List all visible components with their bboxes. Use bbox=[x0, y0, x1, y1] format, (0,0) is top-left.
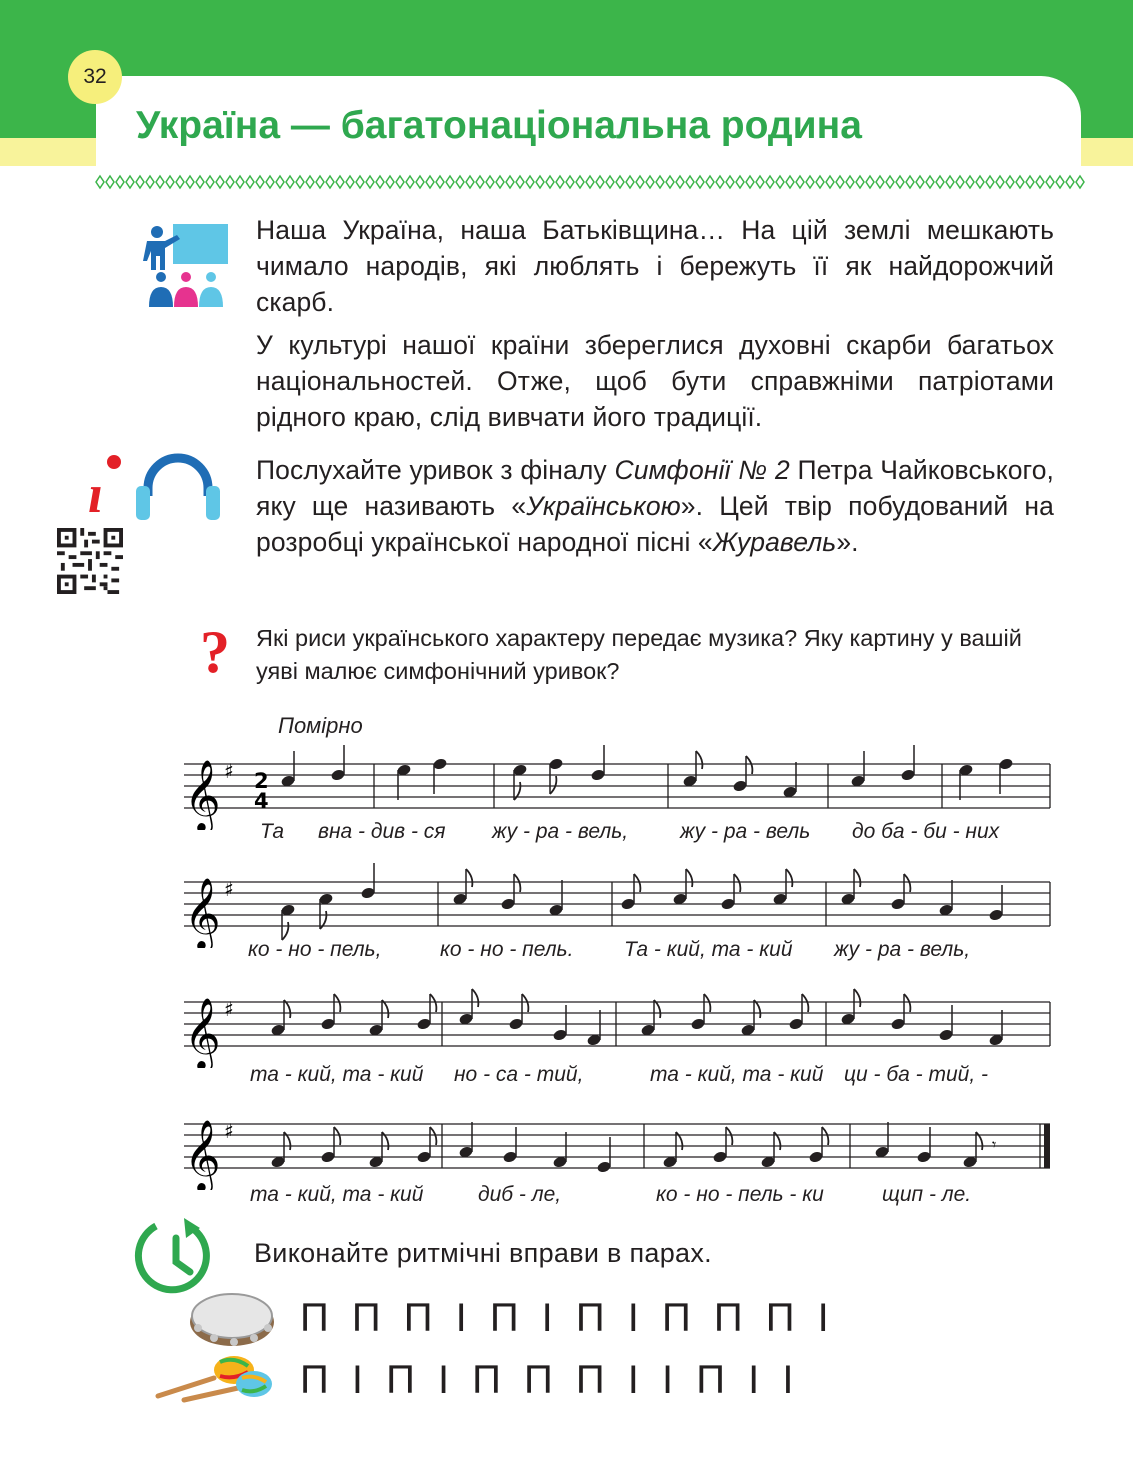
note-flag bbox=[704, 994, 710, 1012]
rhythm-row-tambourine: П П П І П І П І П П П І bbox=[300, 1296, 829, 1340]
lyric: та - кий, та - кий bbox=[650, 1063, 824, 1086]
note-flag bbox=[634, 874, 640, 892]
note-flag bbox=[734, 874, 740, 892]
task-text: Виконайте ритмічні вправи в парах. bbox=[254, 1238, 712, 1268]
svg-text:𝄾: 𝄾 bbox=[992, 1135, 997, 1154]
lyric: до ба - би - них bbox=[852, 820, 1000, 843]
rhythm-row-maracas: П І П І П П П І І П І І bbox=[300, 1358, 794, 1402]
song-name: Журавель bbox=[712, 527, 837, 557]
note-flag bbox=[726, 1127, 732, 1145]
note-flag bbox=[686, 869, 692, 887]
staff-line-4 bbox=[170, 1100, 1060, 1190]
note-flag bbox=[514, 874, 520, 892]
note-flag bbox=[904, 874, 910, 892]
note-flag bbox=[472, 989, 478, 1007]
headphones-icon bbox=[134, 452, 222, 522]
staff-line-3 bbox=[170, 978, 1060, 1068]
note-flag bbox=[430, 1127, 436, 1145]
note-flag bbox=[466, 869, 472, 887]
clock-icon bbox=[134, 1216, 218, 1296]
svg-text:♯: ♯ bbox=[224, 997, 234, 1021]
tambourine-icon bbox=[188, 1288, 276, 1348]
staff-line-1 bbox=[170, 740, 1060, 830]
time-sig-bottom: 4 bbox=[254, 789, 269, 813]
lyric: ко - но - пель. bbox=[440, 938, 574, 961]
listening-paragraph bbox=[256, 452, 1054, 560]
intro-paragraph-2: У культурі нашої країни збереглися духовні скарби багатьох національностей. Отже, щоб бути справжніми патріотами рідного краю, слід вивчати його традиції. bbox=[256, 330, 1054, 432]
info-icon bbox=[84, 452, 124, 520]
note-flag bbox=[822, 1127, 828, 1145]
note-flag bbox=[522, 994, 528, 1012]
svg-text:𝄞: 𝄞 bbox=[184, 1118, 221, 1190]
note-flag bbox=[786, 869, 792, 887]
listening-text-2: Петра Чайковського, яку ще називають « bbox=[256, 455, 1055, 521]
question-text: Які риси українського характеру передає музика? Яку картину у вашій уяві малює симфонічний уривок? bbox=[256, 625, 1022, 684]
note-flag bbox=[754, 1000, 760, 1018]
lyric: Та bbox=[260, 820, 285, 843]
svg-text:♯: ♯ bbox=[224, 759, 234, 783]
lyric: щип - ле. bbox=[882, 1183, 972, 1206]
lyric: жу - ра - вель, bbox=[834, 938, 971, 961]
ornament-divider bbox=[95, 174, 1085, 190]
question-icon bbox=[198, 622, 240, 684]
symphony-nickname: Українською bbox=[526, 491, 681, 521]
note-flag bbox=[746, 756, 752, 774]
lyric: та - кий, та - кий bbox=[250, 1183, 424, 1206]
listening-text-3: ». Цей твір побудований на розробці української народної пісні « bbox=[256, 491, 1054, 557]
note-flag bbox=[654, 1000, 660, 1018]
svg-text:𝄞: 𝄞 bbox=[184, 758, 221, 830]
page-title: Україна — багатонаціональна родина bbox=[136, 104, 862, 147]
svg-text:ı: ı bbox=[88, 464, 104, 520]
staff-line-2 bbox=[170, 858, 1060, 948]
svg-text:𝄞: 𝄞 bbox=[184, 876, 221, 948]
lyric: Та - кий, та - кий bbox=[624, 938, 793, 961]
listening-text-1: Послухайте уривок з фіналу bbox=[256, 455, 615, 485]
note-flag bbox=[904, 994, 910, 1012]
note-flag bbox=[696, 751, 702, 769]
note-flag bbox=[550, 776, 556, 794]
lyric: та - кий, та - кий bbox=[250, 1063, 424, 1086]
note-flag bbox=[854, 869, 860, 887]
intro-paragraph-1: Наша Україна, наша Батьківщина… На цій землі мешкають чимало народів, які люблять і бережуть її як найдорожчий скарб. bbox=[256, 215, 1054, 317]
symphony-name: Симфонії № 2 bbox=[614, 455, 790, 485]
note-flag bbox=[284, 1000, 290, 1018]
lyric: жу - ра - вель bbox=[680, 820, 811, 843]
maracas-icon bbox=[154, 1352, 274, 1404]
note-flag bbox=[854, 989, 860, 1007]
page-number: 32 bbox=[68, 50, 122, 104]
note-flag bbox=[430, 994, 436, 1012]
svg-text:?: ? bbox=[200, 622, 230, 684]
svg-text:♯: ♯ bbox=[224, 1119, 234, 1143]
lyric: но - са - тий, bbox=[454, 1063, 584, 1086]
listening-text-4: ». bbox=[836, 527, 859, 557]
svg-text:𝄞: 𝄞 bbox=[184, 996, 221, 1068]
lyric: диб - ле, bbox=[478, 1183, 562, 1206]
note-flag bbox=[802, 994, 808, 1012]
note-flag bbox=[334, 994, 340, 1012]
time-sig-top: 2 bbox=[254, 769, 269, 793]
lyric: ци - ба - тий, - bbox=[844, 1063, 989, 1086]
lyric: ко - но - пель - ки bbox=[656, 1183, 824, 1206]
svg-text:♯: ♯ bbox=[224, 877, 234, 901]
note-flag bbox=[334, 1127, 340, 1145]
lyric: ко - но - пель, bbox=[248, 938, 382, 961]
teacher-icon bbox=[135, 222, 230, 312]
lyric: жу - ра - вель, bbox=[492, 820, 629, 843]
qr-code[interactable] bbox=[56, 528, 124, 594]
tempo-marking: Помірно bbox=[278, 713, 363, 738]
note-flag bbox=[382, 1000, 388, 1018]
lyric: вна - див - ся bbox=[318, 820, 446, 843]
